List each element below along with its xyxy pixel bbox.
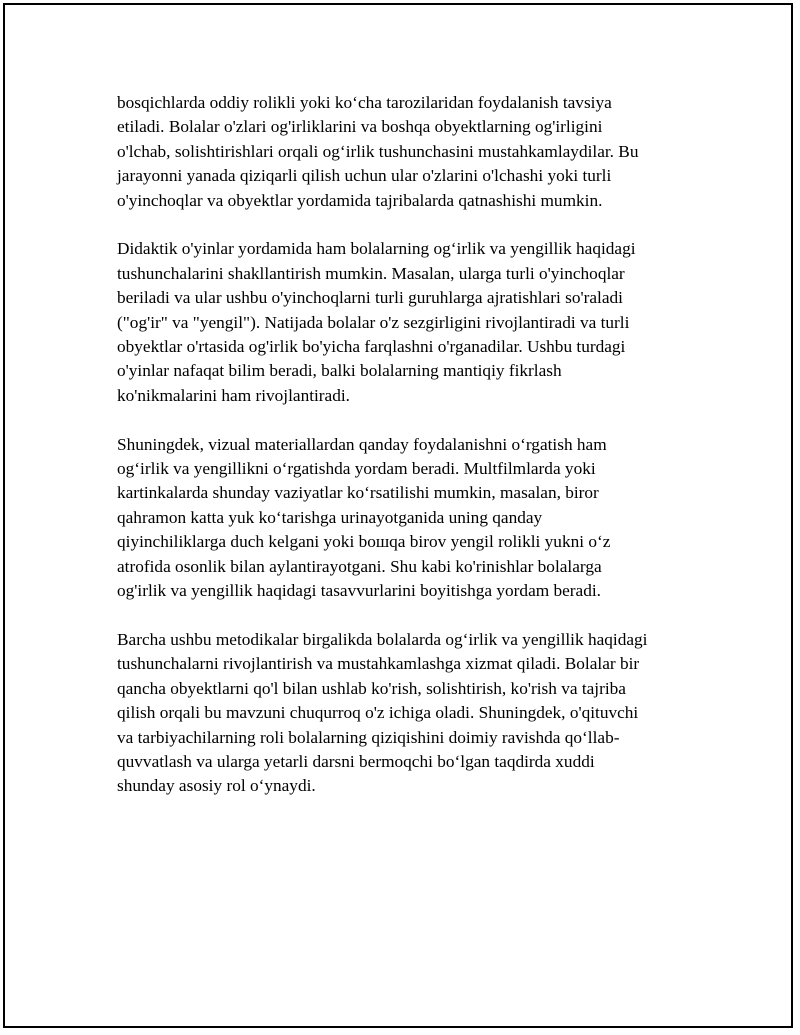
paragraph-2 <box>117 237 697 408</box>
text-line: Shuningdek, vizual materiallardan qanday foydalanishni o‘rgatish ham <box>117 434 607 454</box>
document-body <box>117 91 697 823</box>
text-line: ("og'ir" va "yengil"). Natijada bolalar o'z sezgirligini rivojlantiradi va turli <box>117 312 630 332</box>
text-line: qiyinchiliklarga duch kelgani yoki boшqa birov yengil rolikli yukni o‘z <box>117 532 611 552</box>
text-line: etiladi. Bolalar o'zlari og'irliklarini va boshqa obyektlarning og'irligini <box>117 117 603 137</box>
text-line: bosqichlarda oddiy rolikli yoki ko‘cha tarozilaridan foydalanish tavsiya <box>117 93 612 112</box>
text-line: o'yinchoqlar va obyektlar yordamida tajribalarda qatnashishi mumkin. <box>117 190 603 210</box>
text-line: og'irlik va yengillik haqidagi tasavvurlarini boyitishga yordam beradi. <box>117 581 601 601</box>
text-line: va tarbiyachilarning roli bolalarning qiziqishini doimiy ravishda qo‘llab- <box>117 727 620 747</box>
text-line: shunday asosiy rol o‘ynaydi. <box>117 776 316 796</box>
text-line: Didaktik o'yinlar yordamida ham bolalarning og‘irlik va yengillik haqidagi <box>117 239 636 259</box>
text-line: tushunchalarni rivojlantirish va mustahkamlashga xizmat qiladi. Bolalar bir <box>117 654 640 674</box>
text-line: Barcha ushbu metodikalar birgalikda bolalarda og‘irlik va yengillik haqidagi <box>117 629 648 649</box>
paragraph-4 <box>117 628 697 799</box>
text-line: obyektlar o'rtasida og'irlik bo'yicha farqlashni o'rganadilar. Ushbu turdagi <box>117 337 626 357</box>
text-line: qancha obyektlarni qo'l bilan ushlab ko'rish, solishtirish, ko'rish va tajriba <box>117 678 626 698</box>
text-line: og‘irlik va yengillikni o‘rgatishda yordam beradi. Multfilmlarda yoki <box>117 459 596 479</box>
text-line: jarayonni yanada qiziqarli qilish uchun ular o'zlarini o'lchashi yoki turli <box>117 166 612 186</box>
text-line: atrofida osonlik bilan aylantirayotgani. Shu kabi ko'rinishlar bolalarga <box>117 556 602 576</box>
text-line: o'lchab, solishtirishlari orqali og‘irlik tushunchasini mustahkamlaydilar. Bu <box>117 141 639 161</box>
text-line: quvvatlash va ularga yetarli darsni bermoqchi bo‘lgan taqdirda xuddi <box>117 751 595 771</box>
text-line: qahramon katta yuk ko‘tarishga urinayotganida uning qanday <box>117 507 543 527</box>
text-line: ko'nikmalarini ham rivojlantiradi. <box>117 385 350 405</box>
paragraph-3 <box>117 433 697 604</box>
text-line: beriladi va ular ushbu o'yinchoqlarni turli guruhlarga ajratishlari so'raladi <box>117 288 623 308</box>
text-line: qilish orqali bu mavzuni chuqurroq o'z ichiga oladi. Shuningdek, o'qituvchi <box>117 703 639 723</box>
text-line: kartinkalarda shunday vaziyatlar ko‘rsatilishi mumkin, masalan, biror <box>117 483 599 503</box>
text-line: tushunchalarini shakllantirish mumkin. Masalan, ularga turli o'yinchoqlar <box>117 263 625 283</box>
paragraph-1 <box>117 91 697 213</box>
text-line: o'yinlar nafaqat bilim beradi, balki bolalarning mantiqiy fikrlash <box>117 361 562 381</box>
